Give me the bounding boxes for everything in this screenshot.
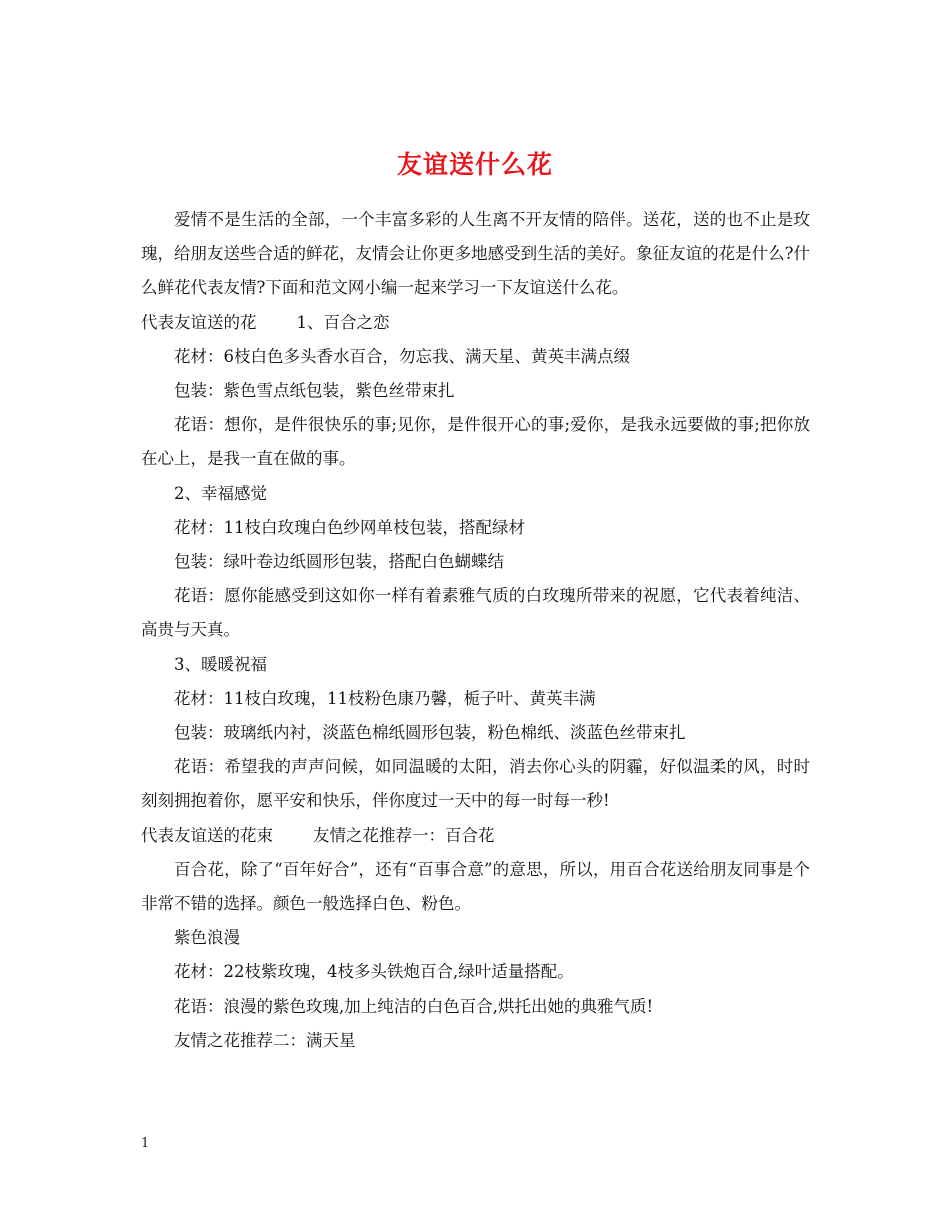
paragraph: [141, 340, 810, 374]
item-title: 友情之花推荐二：满天星: [174, 1030, 356, 1050]
document-body: [141, 203, 810, 1058]
item-heading: [141, 1024, 810, 1058]
item-heading: [141, 477, 810, 511]
paragraph-text: 包装：紫色雪点纸包装，紫色丝带束扎: [174, 381, 455, 401]
paragraph-text: 包装：玻璃纸内衬，淡蓝色棉纸圆形包装，粉色棉纸、淡蓝色丝带束扎: [174, 723, 686, 743]
paragraph: [141, 716, 810, 750]
item-heading: [141, 921, 810, 955]
paragraph-text: 花语：想你，是件很快乐的事;见你，是件很开心的事;爱你，是我永远要做的事;把你放在心上，是我一直在做的事。: [141, 415, 810, 469]
paragraph: [141, 682, 810, 716]
paragraph-text: 花材：22枝紫玫瑰，4枝多头铁炮百合,绿叶适量搭配。: [174, 962, 574, 982]
item-title: 1、百合之恋: [296, 312, 390, 332]
paragraph: [141, 374, 810, 408]
paragraph-text: 花语：浪漫的紫色玫瑰,加上纯洁的白色百合,烘托出她的典雅气质!: [174, 996, 654, 1016]
section-heading-text: 代表友谊送的花: [141, 312, 257, 332]
paragraph: [141, 579, 810, 647]
paragraph-text: 爱情不是生活的全部，一个丰富多彩的人生离不开友情的陪伴。送花，送的也不止是玫瑰，给朋友送些合适的鲜花，友情会让你更多地感受到生活的美好。象征友谊的花是什么?什么鲜花代表友情?下面和范文网小编一起来学习一下友谊送什么花。: [141, 210, 810, 298]
paragraph-text: 花材：6枝白色多头香水百合，勿忘我、满天星、黄英丰满点缀: [174, 346, 630, 366]
paragraph: [141, 955, 810, 989]
paragraph: [141, 853, 810, 921]
item-title: 3、暖暖祝福: [174, 654, 267, 674]
page-number: 1: [141, 1136, 150, 1151]
document-title: 友谊送什么花: [396, 149, 553, 179]
intro-paragraph: [141, 203, 810, 306]
paragraph: [141, 750, 810, 818]
paragraph-text: 百合花，除了“百年好合”，还有“百事合意”的意思，所以，用百合花送给朋友同事是个非常不错的选择。颜色一般选择白色、粉色。: [141, 859, 810, 914]
paragraph-text: 花语：愿你能感受到这如你一样有着素雅气质的白玫瑰所带来的祝愿，它代表着纯洁、高贵与天真。: [141, 586, 810, 640]
item-heading: [141, 648, 810, 682]
section-heading-flowers: [141, 306, 810, 340]
paragraph: [141, 990, 810, 1024]
item-title: 友情之花推荐一：百合花: [313, 825, 495, 845]
paragraph-text: 花语：希望我的声声问候，如同温暖的太阳，消去你心头的阴霾，好似温柔的风，时时刻刻拥抱着你，愿平安和快乐，伴你度过一天中的每一时每一秒!: [141, 757, 810, 811]
item-title: 2、幸福感觉: [174, 483, 267, 503]
item-title: 紫色浪漫: [174, 928, 240, 948]
section-heading-bouquets: [141, 819, 810, 853]
paragraph-text: 包装：绿叶卷边纸圆形包装，搭配白色蝴蝶结: [174, 552, 504, 572]
paragraph: [141, 545, 810, 579]
paragraph-text: 花材：11枝白玫瑰，11枝粉色康乃馨，栀子叶、黄英丰满: [174, 688, 596, 708]
section-heading-text: 代表友谊送的花束: [141, 825, 273, 845]
paragraph-text: 花材：11枝白玫瑰白色纱网单枝包装，搭配绿材: [174, 517, 525, 537]
paragraph: [141, 511, 810, 545]
paragraph: [141, 408, 810, 476]
